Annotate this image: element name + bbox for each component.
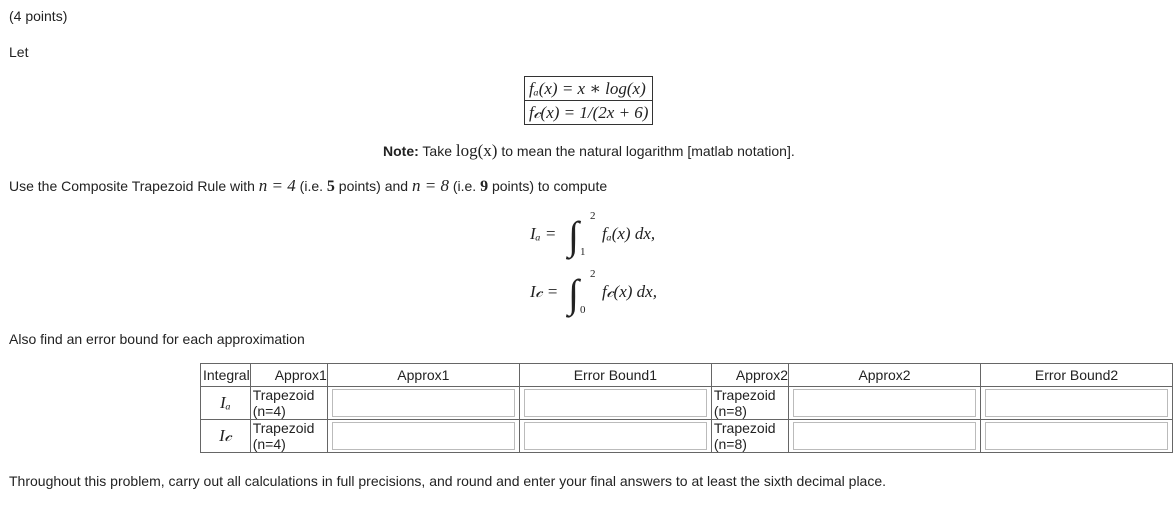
row-integral-ic: I𝒸: [201, 420, 251, 453]
row-approx2-cell: [789, 420, 981, 453]
row-approx2-cell: [789, 387, 981, 420]
note-post: to mean the natural logarithm [matlab notation].: [501, 143, 795, 159]
header-error-bound2: Error Bound2: [981, 364, 1173, 387]
note-log: log(x): [455, 141, 498, 160]
header-error-bound1: Error Bound1: [519, 364, 711, 387]
row-method2: Trapezoid (n=8): [711, 387, 788, 420]
results-table: [200, 363, 1173, 453]
note-pre: Take: [422, 143, 452, 159]
header-method1: Approx1: [250, 364, 327, 387]
ia-error-bound2-input[interactable]: [985, 389, 1168, 417]
table-header-row: [201, 364, 1173, 387]
integral-ic-upper: 2: [590, 268, 596, 280]
error-bound-prompt: Also find an error bound for each approximation: [9, 331, 305, 347]
ic-error-bound2-input[interactable]: [985, 422, 1168, 450]
integral-ia: [530, 210, 690, 266]
integral-sign-icon: ∫: [568, 213, 579, 258]
instruction-n2: n = 8: [411, 176, 449, 195]
row-approx1-cell: [327, 420, 519, 453]
integral-ia-lhs: Iₐ =: [530, 224, 557, 243]
instruction-n1: n = 4: [258, 176, 296, 195]
instruction-line: [9, 176, 607, 196]
row-err2-cell: [981, 420, 1173, 453]
note-label: Note:: [383, 143, 419, 159]
ic-approx2-input[interactable]: [793, 422, 976, 450]
function-fa: fₐ(x) = x ∗ log(x): [529, 79, 646, 98]
row-err1-cell: [519, 420, 711, 453]
row-err2-cell: [981, 387, 1173, 420]
ia-approx1-input[interactable]: [332, 389, 515, 417]
instruction-text-2: (i.e.: [299, 178, 324, 194]
integral-ia-integrand: fₐ(x) dx,: [602, 224, 656, 243]
integral-ia-upper: 2: [590, 210, 596, 222]
header-approx1: Approx1: [327, 364, 519, 387]
row-method1: Trapezoid (n=4): [250, 387, 327, 420]
header-integral: Integral: [201, 364, 251, 387]
integral-ic-lhs: I𝒸 =: [530, 282, 559, 301]
row-approx1-cell: [327, 387, 519, 420]
ic-error-bound1-input[interactable]: [524, 422, 707, 450]
row-integral-ia: Iₐ: [201, 387, 251, 420]
function-definition-box: [524, 76, 653, 125]
integral-ic: [530, 266, 690, 322]
points-label: (4 points): [9, 8, 68, 24]
instruction-text-5: points) to compute: [491, 178, 608, 194]
table-row: [201, 420, 1173, 453]
row-method2: Trapezoid (n=8): [711, 420, 788, 453]
instruction-text-4: (i.e.: [452, 178, 477, 194]
instruction-text-1: Use the Composite Trapezoid Rule with: [9, 178, 255, 194]
function-fc: f𝒸(x) = 1/(2x + 6): [525, 100, 652, 124]
integral-ic-integrand: f𝒸(x) dx,: [602, 282, 657, 301]
let-label: Let: [9, 44, 29, 60]
ia-error-bound1-input[interactable]: [524, 389, 707, 417]
note-line: [383, 141, 795, 161]
header-method2: Approx2: [711, 364, 788, 387]
instruction-points-2: 9: [480, 178, 489, 195]
integral-ic-lower: 0: [580, 304, 586, 316]
instruction-points-1: 5: [326, 178, 335, 195]
integral-sign-icon: ∫: [568, 271, 579, 316]
ic-approx1-input[interactable]: [332, 422, 515, 450]
footer-instructions: Throughout this problem, carry out all calculations in full precisions, and round and enter your final answers to at least the sixth decimal place.: [9, 473, 887, 489]
ia-approx2-input[interactable]: [793, 389, 976, 417]
row-err1-cell: [519, 387, 711, 420]
instruction-text-3: points) and: [338, 178, 409, 194]
row-method1: Trapezoid (n=4): [250, 420, 327, 453]
integral-ia-lower: 1: [580, 246, 586, 258]
table-row: [201, 387, 1173, 420]
header-approx2: Approx2: [789, 364, 981, 387]
